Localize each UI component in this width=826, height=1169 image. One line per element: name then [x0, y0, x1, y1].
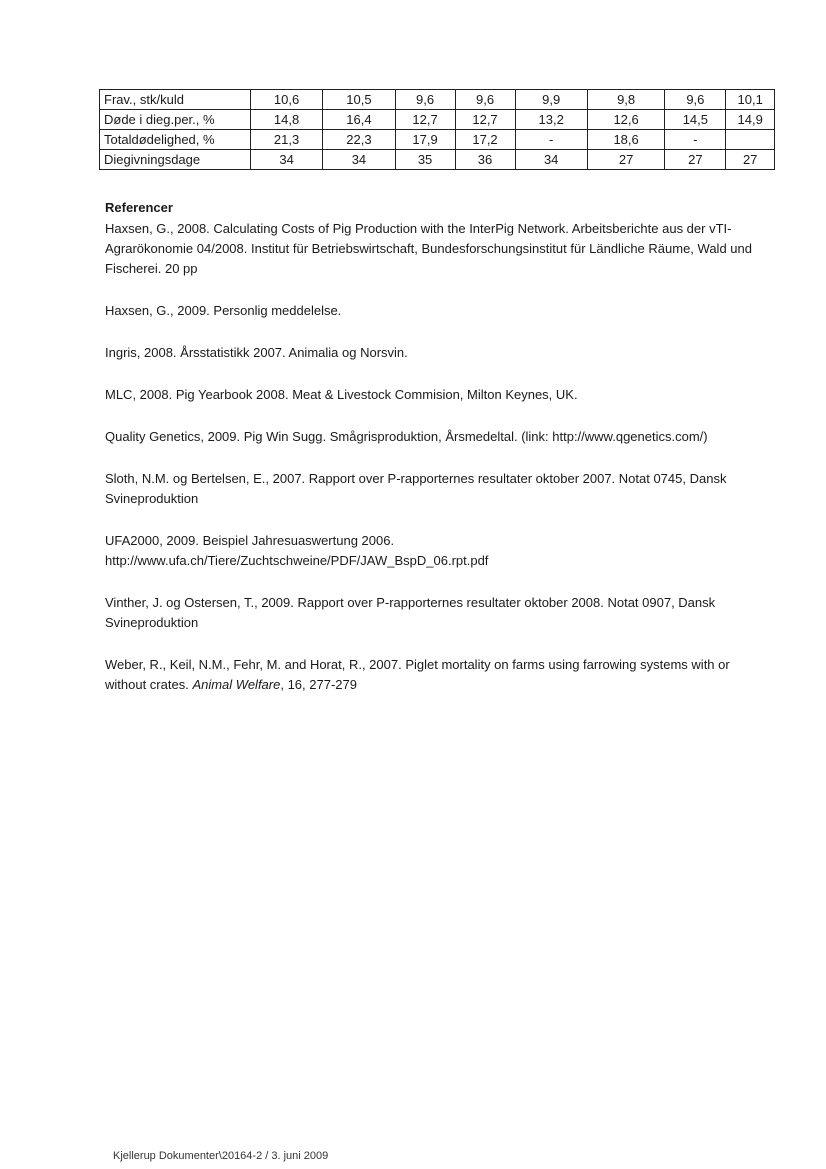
table-cell: 14,5 — [665, 110, 726, 130]
table-cell: 27 — [665, 150, 726, 170]
reference-item — [105, 219, 770, 279]
table-cell: 9,8 — [587, 90, 665, 110]
row-label: Totaldødelighed, % — [100, 130, 251, 150]
reference-item — [105, 301, 770, 321]
table-row — [100, 150, 775, 170]
reference-text: Weber, R., Keil, N.M., Fehr, M. and Horat, R., 2007. Piglet mortality on farms using farrowing systems with or without crates. — [105, 657, 730, 692]
table-cell: 27 — [726, 150, 775, 170]
table-cell: - — [515, 130, 587, 150]
reference-item — [105, 593, 770, 633]
table-cell — [726, 130, 775, 150]
table-cell: 9,6 — [665, 90, 726, 110]
table-row — [100, 110, 775, 130]
table-cell: - — [665, 130, 726, 150]
table-cell: 35 — [395, 150, 455, 170]
reference-item — [105, 531, 770, 571]
statistics-table — [99, 89, 775, 170]
table-cell: 34 — [515, 150, 587, 170]
references-section — [105, 198, 770, 717]
reference-text: Vinther, J. og Ostersen, T., 2009. Rapport over P-rapporternes resultater oktober 2008. Notat 0907, Dansk Svineproduktion — [105, 595, 716, 630]
row-label: Døde i dieg.per., % — [100, 110, 251, 130]
reference-item — [105, 427, 770, 447]
reference-item — [105, 469, 770, 509]
table-cell: 16,4 — [323, 110, 395, 130]
table-cell: 9,9 — [515, 90, 587, 110]
table-cell: 34 — [250, 150, 322, 170]
reference-text: UFA2000, 2009. Beispiel Jahresuaswertung 2006. http://www.ufa.ch/Tiere/Zuchtschweine/PDF/JAW_BspD_06.rpt.pdf — [105, 533, 489, 568]
table-cell: 21,3 — [250, 130, 322, 150]
reference-text: Quality Genetics, 2009. Pig Win Sugg. Smågrisproduktion, Årsmedeltal. (link: http://www.qgenetics.com/) — [105, 429, 708, 444]
table-cell: 12,6 — [587, 110, 665, 130]
table-row — [100, 130, 775, 150]
reference-text: MLC, 2008. Pig Yearbook 2008. Meat & Livestock Commision, Milton Keynes, UK. — [105, 387, 578, 402]
reference-text: Sloth, N.M. og Bertelsen, E., 2007. Rapport over P-rapporternes resultater oktober 2007. Notat 0745, Dansk Svineproduktion — [105, 471, 727, 506]
reference-tail: , 16, 277-279 — [280, 677, 357, 692]
row-label: Frav., stk/kuld — [100, 90, 251, 110]
table-row — [100, 90, 775, 110]
table-cell: 17,9 — [395, 130, 455, 150]
table-cell: 10,1 — [726, 90, 775, 110]
reference-text: Haxsen, G., 2008. Calculating Costs of Pig Production with the InterPig Network. Arbeitsberichte aus der vTI-Agrarökonomie 04/2008. Institut für Betriebswirtschaft, Bundesforschungsinstitut für Ländliche Räume, Wald und Fischerei. 20 pp — [105, 221, 752, 276]
reference-text: Ingris, 2008. Årsstatistikk 2007. Animalia og Norsvin. — [105, 345, 408, 360]
row-label: Diegivningsdage — [100, 150, 251, 170]
table-cell: 17,2 — [455, 130, 515, 150]
table-cell: 14,9 — [726, 110, 775, 130]
table-cell: 10,6 — [250, 90, 322, 110]
table-cell: 9,6 — [455, 90, 515, 110]
table-cell: 14,8 — [250, 110, 322, 130]
table-cell: 27 — [587, 150, 665, 170]
table-cell: 22,3 — [323, 130, 395, 150]
page-footer: Kjellerup Dokumenter\20164-2 / 3. juni 2009 — [113, 1150, 329, 1162]
reference-item — [105, 655, 770, 695]
reference-journal: Animal Welfare — [192, 677, 281, 692]
table-cell: 9,6 — [395, 90, 455, 110]
reference-item — [105, 343, 770, 363]
table-cell: 10,5 — [323, 90, 395, 110]
references-heading: Referencer — [105, 200, 173, 215]
table-cell: 34 — [323, 150, 395, 170]
table-cell: 12,7 — [455, 110, 515, 130]
reference-text: Haxsen, G., 2009. Personlig meddelelse. — [105, 303, 342, 318]
table-cell: 18,6 — [587, 130, 665, 150]
table-cell: 13,2 — [515, 110, 587, 130]
table-cell: 12,7 — [395, 110, 455, 130]
table-cell: 36 — [455, 150, 515, 170]
reference-item — [105, 385, 770, 405]
